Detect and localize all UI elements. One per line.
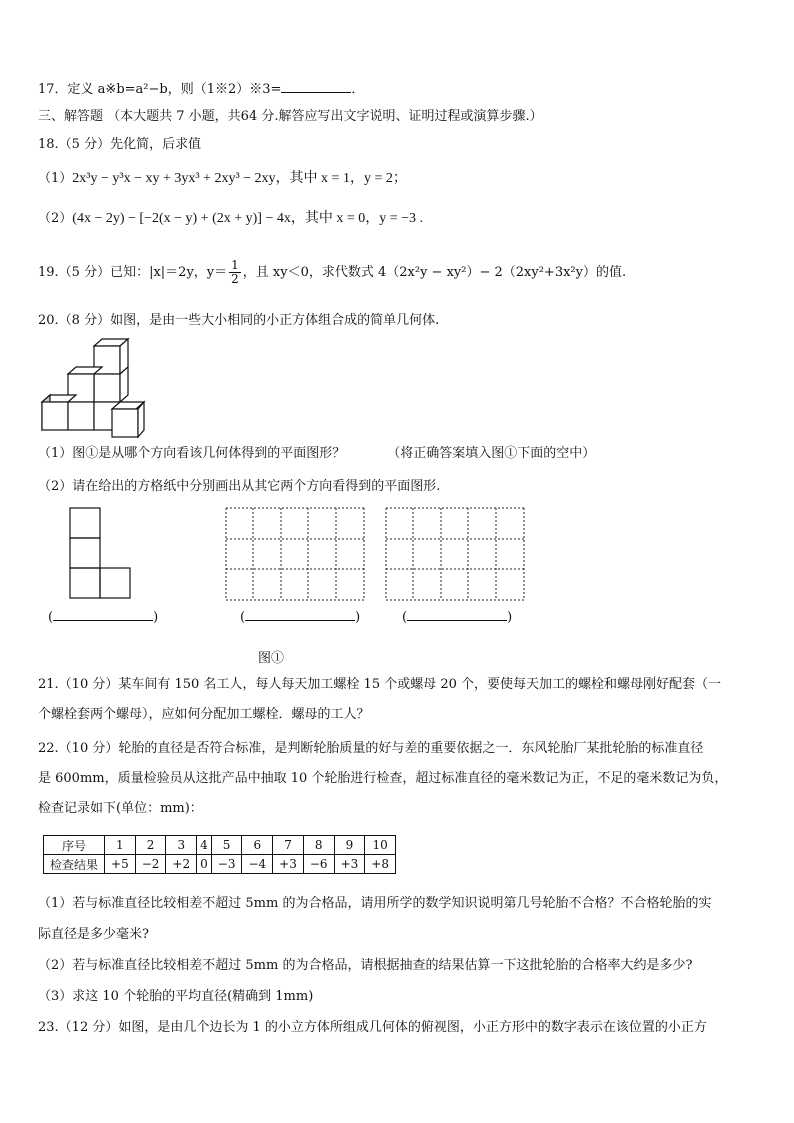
answer-blank-1: ( ) [48, 606, 158, 625]
q18-part2-expression: (4x − 2y) − [−2(x − y) + (2x + y)] − 4x [72, 211, 291, 226]
answer-blank-3: ( ) [402, 606, 512, 625]
q20-part1: （1）图①是从哪个方向看该几何体得到的平面图形？ （将正确答案填入图①下面的空中） [38, 446, 596, 461]
q18-heading: 18.（5 分）先化简，后求值 [38, 137, 202, 152]
table-row-serial: 序号 1 2 3 4 5 6 7 8 9 10 [44, 836, 396, 855]
q22-sub1-line1: （1）若与标准直径比较相差不超过 5mm 的为合格品，请用所学的数学知识说明第几号轮胎不合格？不合格轮胎的实 [38, 896, 712, 911]
q23-line1: 23.（12 分）如图，是由几个边长为 1 的小立方体所组成几何体的俯视图，小正方形中的数字表示在该位置的小正方 [38, 1020, 707, 1035]
fraction-one-half: $\frac{1}{2}$ [231, 258, 239, 286]
q18-part1-expression: 2x³y − y³x − xy + 3yx³ + 2xy³ − 2xy [72, 171, 276, 186]
q22-line3: 检查记录如下(单位：mm)： [38, 801, 203, 816]
q21-line2: 个螺栓套两个螺母），应如何分配加工螺栓．螺母的工人？ [38, 707, 370, 722]
q22-line2: 是 600mm，质量检验员从这批产品中抽取 10 个轮胎进行检查，超过标准直径的毫米数记为正，不足的毫米数记为负， [38, 771, 728, 786]
question-19: 19.（5 分）已知：|x|＝2y，y＝ $\frac{1}{2}$ ，且 xy＜0，求代数式 4（2x²y − xy²）− 2（2xy²+3x²y）的值. [38, 258, 627, 286]
table-header-results: 检查结果 [44, 855, 105, 874]
q21-line1: 21.（10 分）某车间有 150 名工人，每人每天加工螺栓 15 个或螺母 20 个，要使每天加工的螺栓和螺母刚好配套（一 [38, 677, 722, 692]
question-17: 17．定义 a※b=a²−b，则（1※2）※3= ． [38, 82, 365, 97]
q18-part1: （1）2x³y − y³x − xy + 3yx³ + 2xy³ − 2xy，其中 x = 1，y = 2； [38, 171, 407, 186]
table-header-serial: 序号 [44, 836, 105, 855]
q22-sub1-line2: 际直径是多少毫米? [38, 927, 149, 942]
answer-blank-2: ( ) [240, 606, 360, 625]
figure-label: 图① [258, 651, 285, 666]
grid-paper-right [385, 507, 525, 601]
grid-paper-left [225, 507, 365, 601]
table-row-results: 检查结果 +5 −2 +2 0 −3 −4 +3 −6 +3 +8 [44, 855, 396, 874]
given-view-grid [69, 507, 133, 599]
q22-sub2: （2）若与标准直径比较相差不超过 5mm 的为合格品，请根据抽查的结果估算一下这批轮胎的合格率大约是多少? [38, 958, 693, 973]
q17-answer-blank [281, 80, 351, 93]
q22-line1: 22.（10 分）轮胎的直径是否符合标准，是判断轮胎质量的好与差的重要依据之一．东风轮胎厂某批轮胎的标准直径 [38, 741, 704, 756]
q20-part2: （2）请在给出的方格纸中分别画出从其它两个方向看得到的平面图形. [38, 479, 441, 494]
section-3-heading: 三、解答题 （本大题共 7 小题，共64 分.解答应写出文字说明、证明过程或演算步骤.） [38, 109, 543, 124]
q17-text: 17．定义 a※b=a²−b，则（1※2）※3= [38, 82, 282, 97]
q22-sub3: （3）求这 10 个轮胎的平均直径(精确到 1mm) [38, 989, 314, 1004]
q18-part2: （2）(4x − 2y) − [−2(x − y) + (2x + y)] − 4x，其中 x = 0，y = −3 . [38, 211, 424, 226]
q20-heading: 20.（8 分）如图，是由一些大小相同的小正方体组合成的简单几何体. [38, 313, 440, 328]
cube-solid-figure [36, 336, 146, 444]
inspection-table [43, 835, 396, 874]
